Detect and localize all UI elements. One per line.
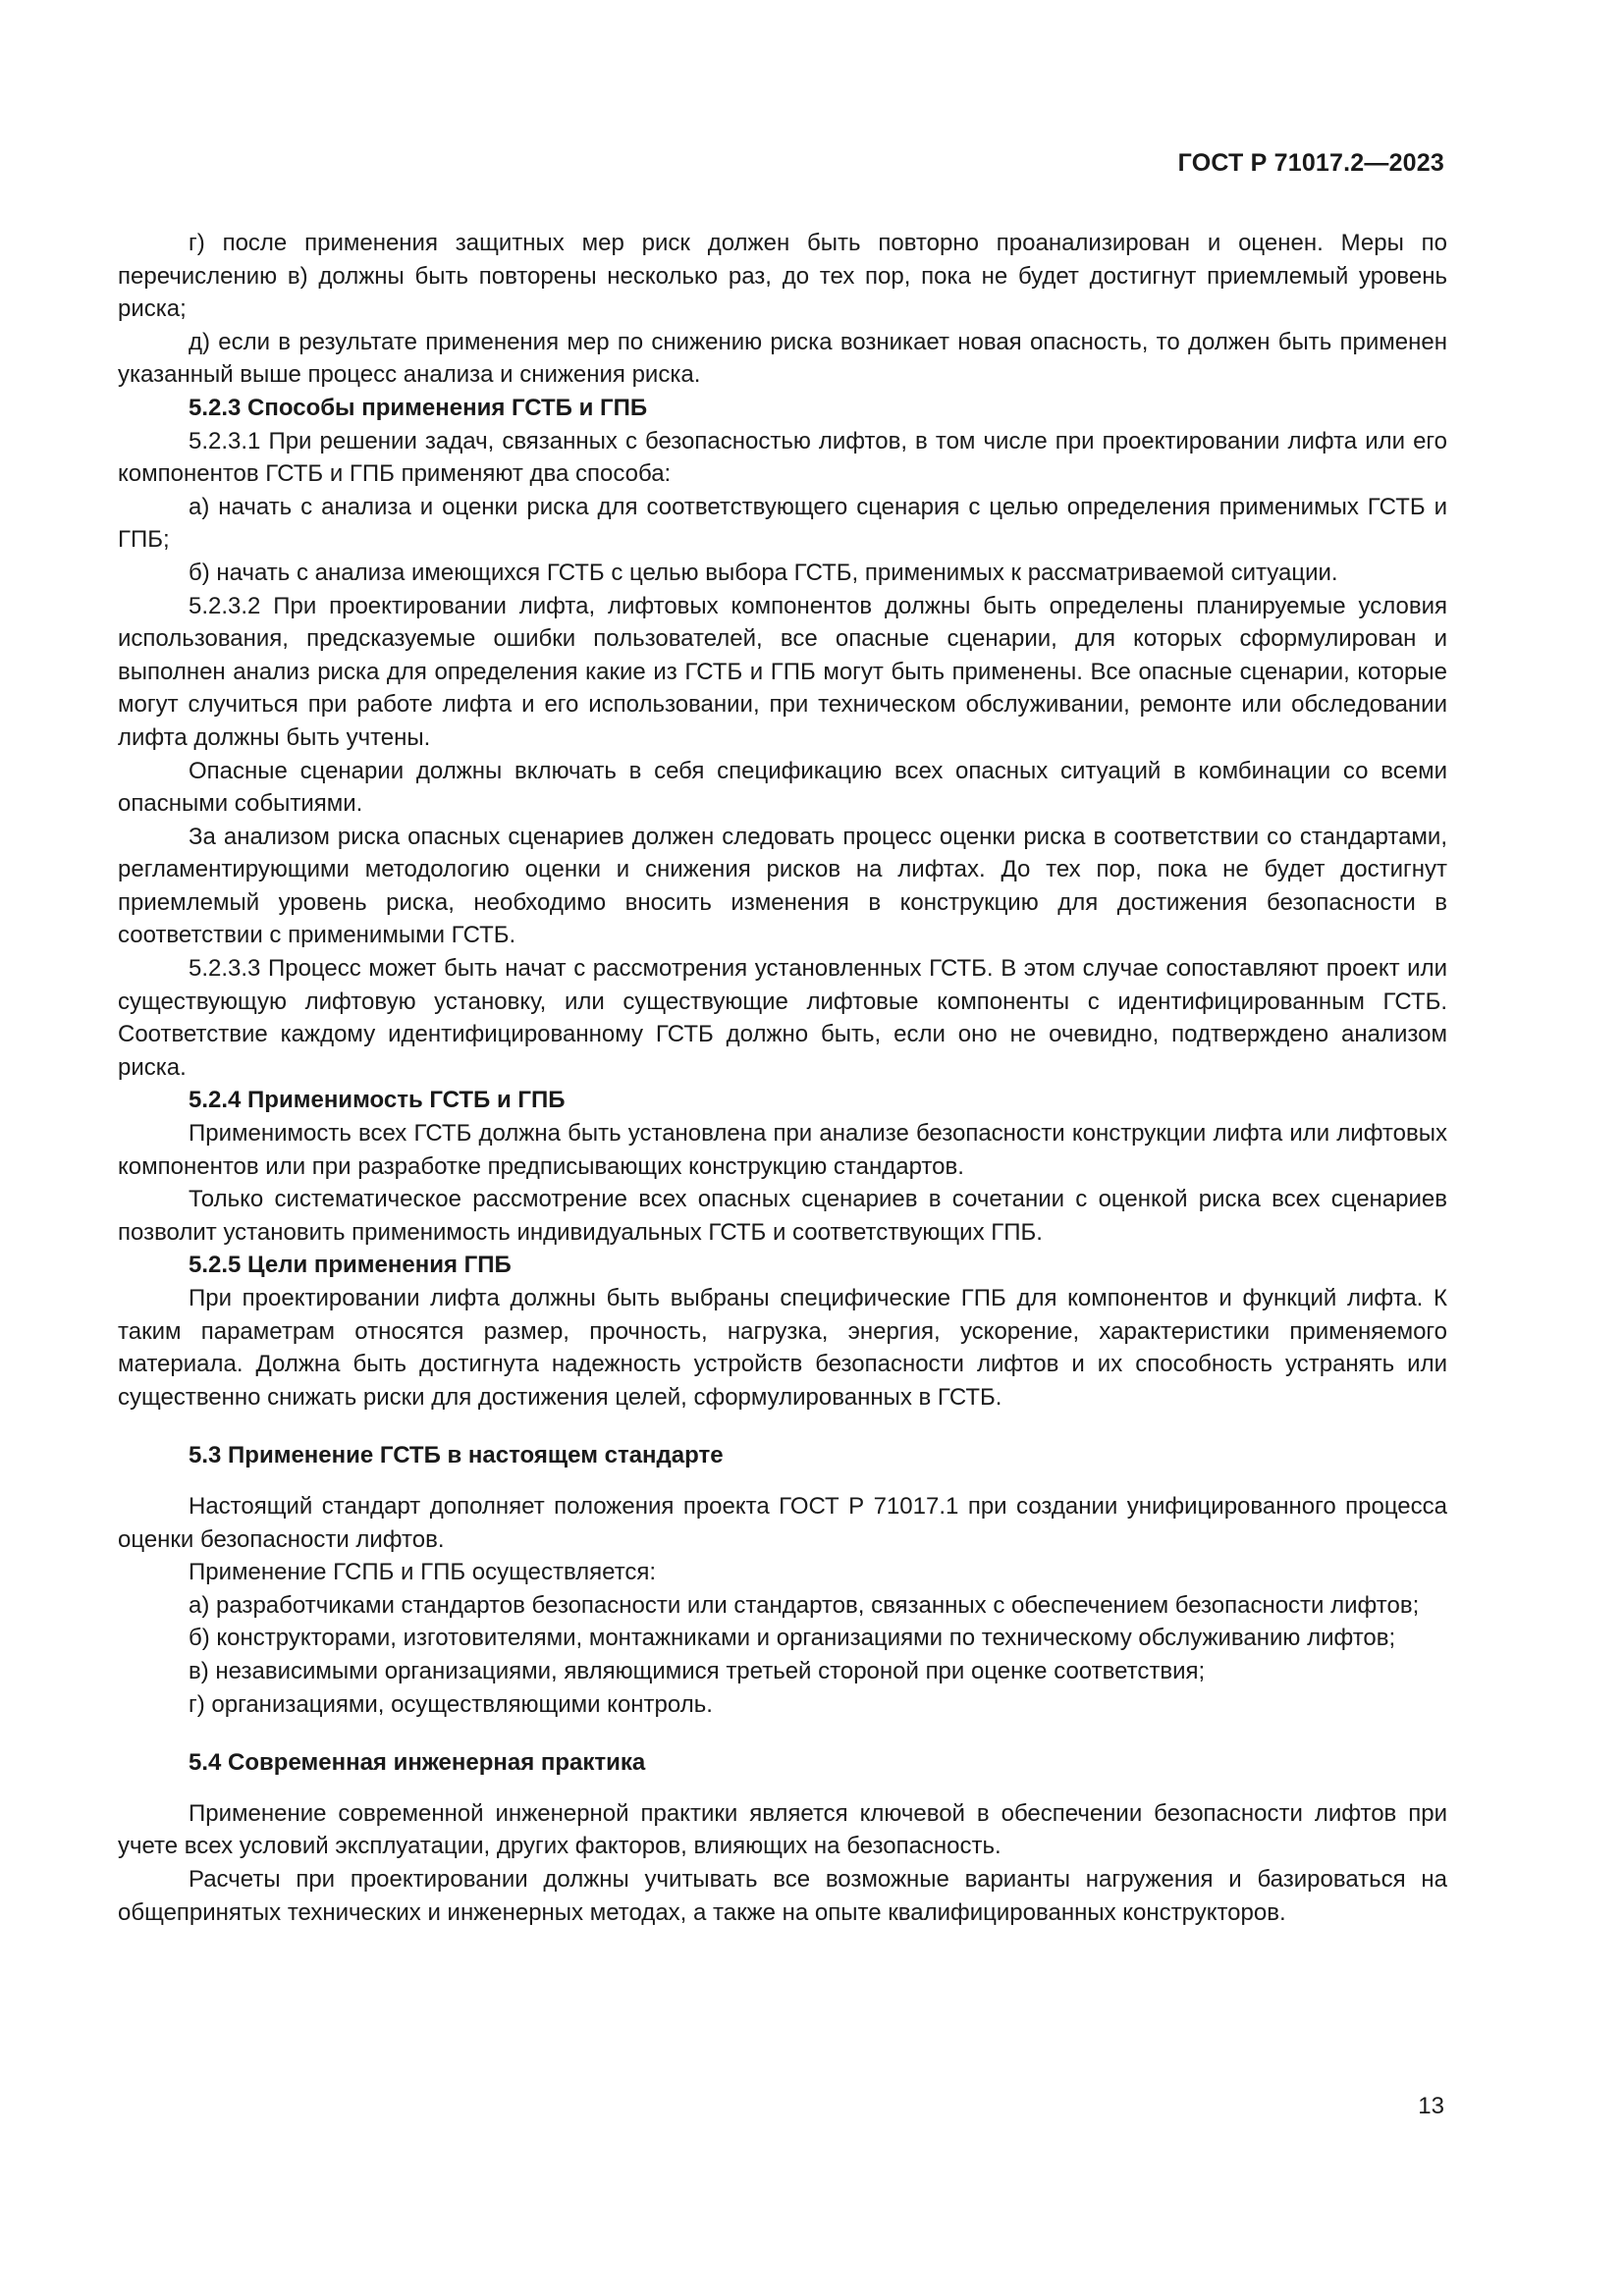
- paragraph-systematic-review: Только систематическое рассмотрение всех опасных сценариев в сочетании с оценкой риска всех сценариев позволит установить применимость индивидуальных ГСТБ и соответствующих ГПБ.: [118, 1186, 1447, 1246]
- paragraph-hazard-scenarios: Опасные сценарии должны включать в себя спецификацию всех опасных ситуаций в комбинации со всеми опасными событиями.: [118, 757, 1447, 818]
- document-header-id: ГОСТ Р 71017.2—2023: [1177, 149, 1444, 177]
- section-heading-5-2-5: 5.2.5 Цели применения ГПБ: [189, 1252, 512, 1279]
- section-heading-5-2-3: 5.2.3 Способы применения ГСТБ и ГПБ: [189, 394, 648, 421]
- paragraph-5-2-3-3: 5.2.3.3 Процесс может быть начат с рассмотрения установленных ГСТБ. В этом случае сопоставляют проект или существующую лифтовую установку, или существующие лифтовые компоненты с идентифицированным ГСТБ. Соответствие каждому идентифицированному ГСТБ должно быть, если оно не очевидно, подтверждено анализом риска.: [118, 955, 1447, 1081]
- page-number: 13: [1418, 2093, 1444, 2119]
- document-body: [118, 227, 1447, 1929]
- paragraph-application-by: Применение ГСПБ и ГПБ осуществляется:: [189, 1559, 657, 1586]
- paragraph-gpb-goals: При проектировании лифта должны быть выбраны специфические ГПБ для компонентов и функций лифта. К таким параметрам относятся размер, прочность, нагрузка, энергия, ускорение, характеристики применяемого материала. Должна быть достигнута надежность устройств безопасности лифтов и их способность устранять или существенно снижать риски для достижения целей, сформулированных в ГСТБ.: [118, 1285, 1447, 1411]
- section-heading-5-3: 5.3 Применение ГСТБ в настоящем стандарте: [189, 1442, 724, 1469]
- list-item-b: б) конструкторами, изготовителями, монтажниками и организациями по техническому обслуживанию лифтов;: [189, 1625, 1396, 1652]
- list-item-a: а) разработчиками стандартов безопасности или стандартов, связанных с обеспечением безопасности лифтов;: [189, 1591, 1420, 1619]
- paragraph-risk-analysis: За анализом риска опасных сценариев должен следовать процесс оценки риска в соответствии со стандартами, регламентирующими методологию оценки и снижения рисков на лифтах. До тех пор, пока не будет достигнут приемлемый уровень риска, необходимо вносить изменения в конструкцию для достижения безопасности в соответствии с применимыми ГСТБ.: [118, 823, 1447, 949]
- section-heading-5-2-4: 5.2.4 Применимость ГСТБ и ГПБ: [189, 1087, 566, 1114]
- paragraph-engineering-practice: Применение современной инженерной практики является ключевой в обеспечении безопасности лифтов при учете всех условий эксплуатации, других факторов, влияющих на безопасность.: [118, 1799, 1447, 1860]
- list-item-v: в) независимыми организациями, являющимися третьей стороной при оценке соответствия;: [189, 1657, 1206, 1684]
- paragraph-design-calculations: Расчеты при проектировании должны учитывать все возможные варианты нагружения и базироваться на общепринятых технических и инженерных методах, а также на опыте квалифицированных конструкторов.: [118, 1865, 1447, 1926]
- list-item-g: г) организациями, осуществляющими контроль.: [189, 1690, 713, 1718]
- paragraph-standard-supplement: Настоящий стандарт дополняет положения проекта ГОСТ Р 71017.1 при создании унифицированного процесса оценки безопасности лифтов.: [118, 1492, 1447, 1553]
- section-heading-5-4: 5.4 Современная инженерная практика: [189, 1749, 646, 1777]
- paragraph-5-2-3-1: 5.2.3.1 При решении задач, связанных с безопасностью лифтов, в том числе при проектировании лифта или его компонентов ГСТБ и ГПБ применяют два способа:: [118, 427, 1447, 488]
- paragraph-applicability: Применимость всех ГСТБ должна быть установлена при анализе безопасности конструкции лифта или лифтовых компонентов или при разработке предписывающих конструкцию стандартов.: [118, 1120, 1447, 1180]
- paragraph-item-g: г) после применения защитных мер риск должен быть повторно проанализирован и оценен. Меры по перечислению в) должны быть повторены несколько раз, до тех пор, пока не будет достигнут приемлемый уровень риска;: [118, 230, 1447, 323]
- paragraph-5-2-3-2: 5.2.3.2 При проектировании лифта, лифтовых компонентов должны быть определены планируемые условия использования, предсказуемые ошибки пользователей, все опасные сценарии, для которых сформулирован и выполнен анализ риска для определения какие из ГСТБ и ГПБ могут быть применены. Все опасные сценарии, которые могут случиться при работе лифта и его использовании, при техническом обслуживании, ремонте или обследовании лифта должны быть учтены.: [118, 592, 1447, 751]
- paragraph-item-d: д) если в результате применения мер по снижению риска возникает новая опасность, то должен быть применен указанный выше процесс анализа и снижения риска.: [118, 328, 1447, 389]
- paragraph-item-a: а) начать с анализа и оценки риска для соответствующего сценария с целью определения применимых ГСТБ и ГПБ;: [118, 493, 1447, 554]
- paragraph-item-b: б) начать с анализа имеющихся ГСТБ с целью выбора ГСТБ, применимых к рассматриваемой ситуации.: [189, 559, 1338, 586]
